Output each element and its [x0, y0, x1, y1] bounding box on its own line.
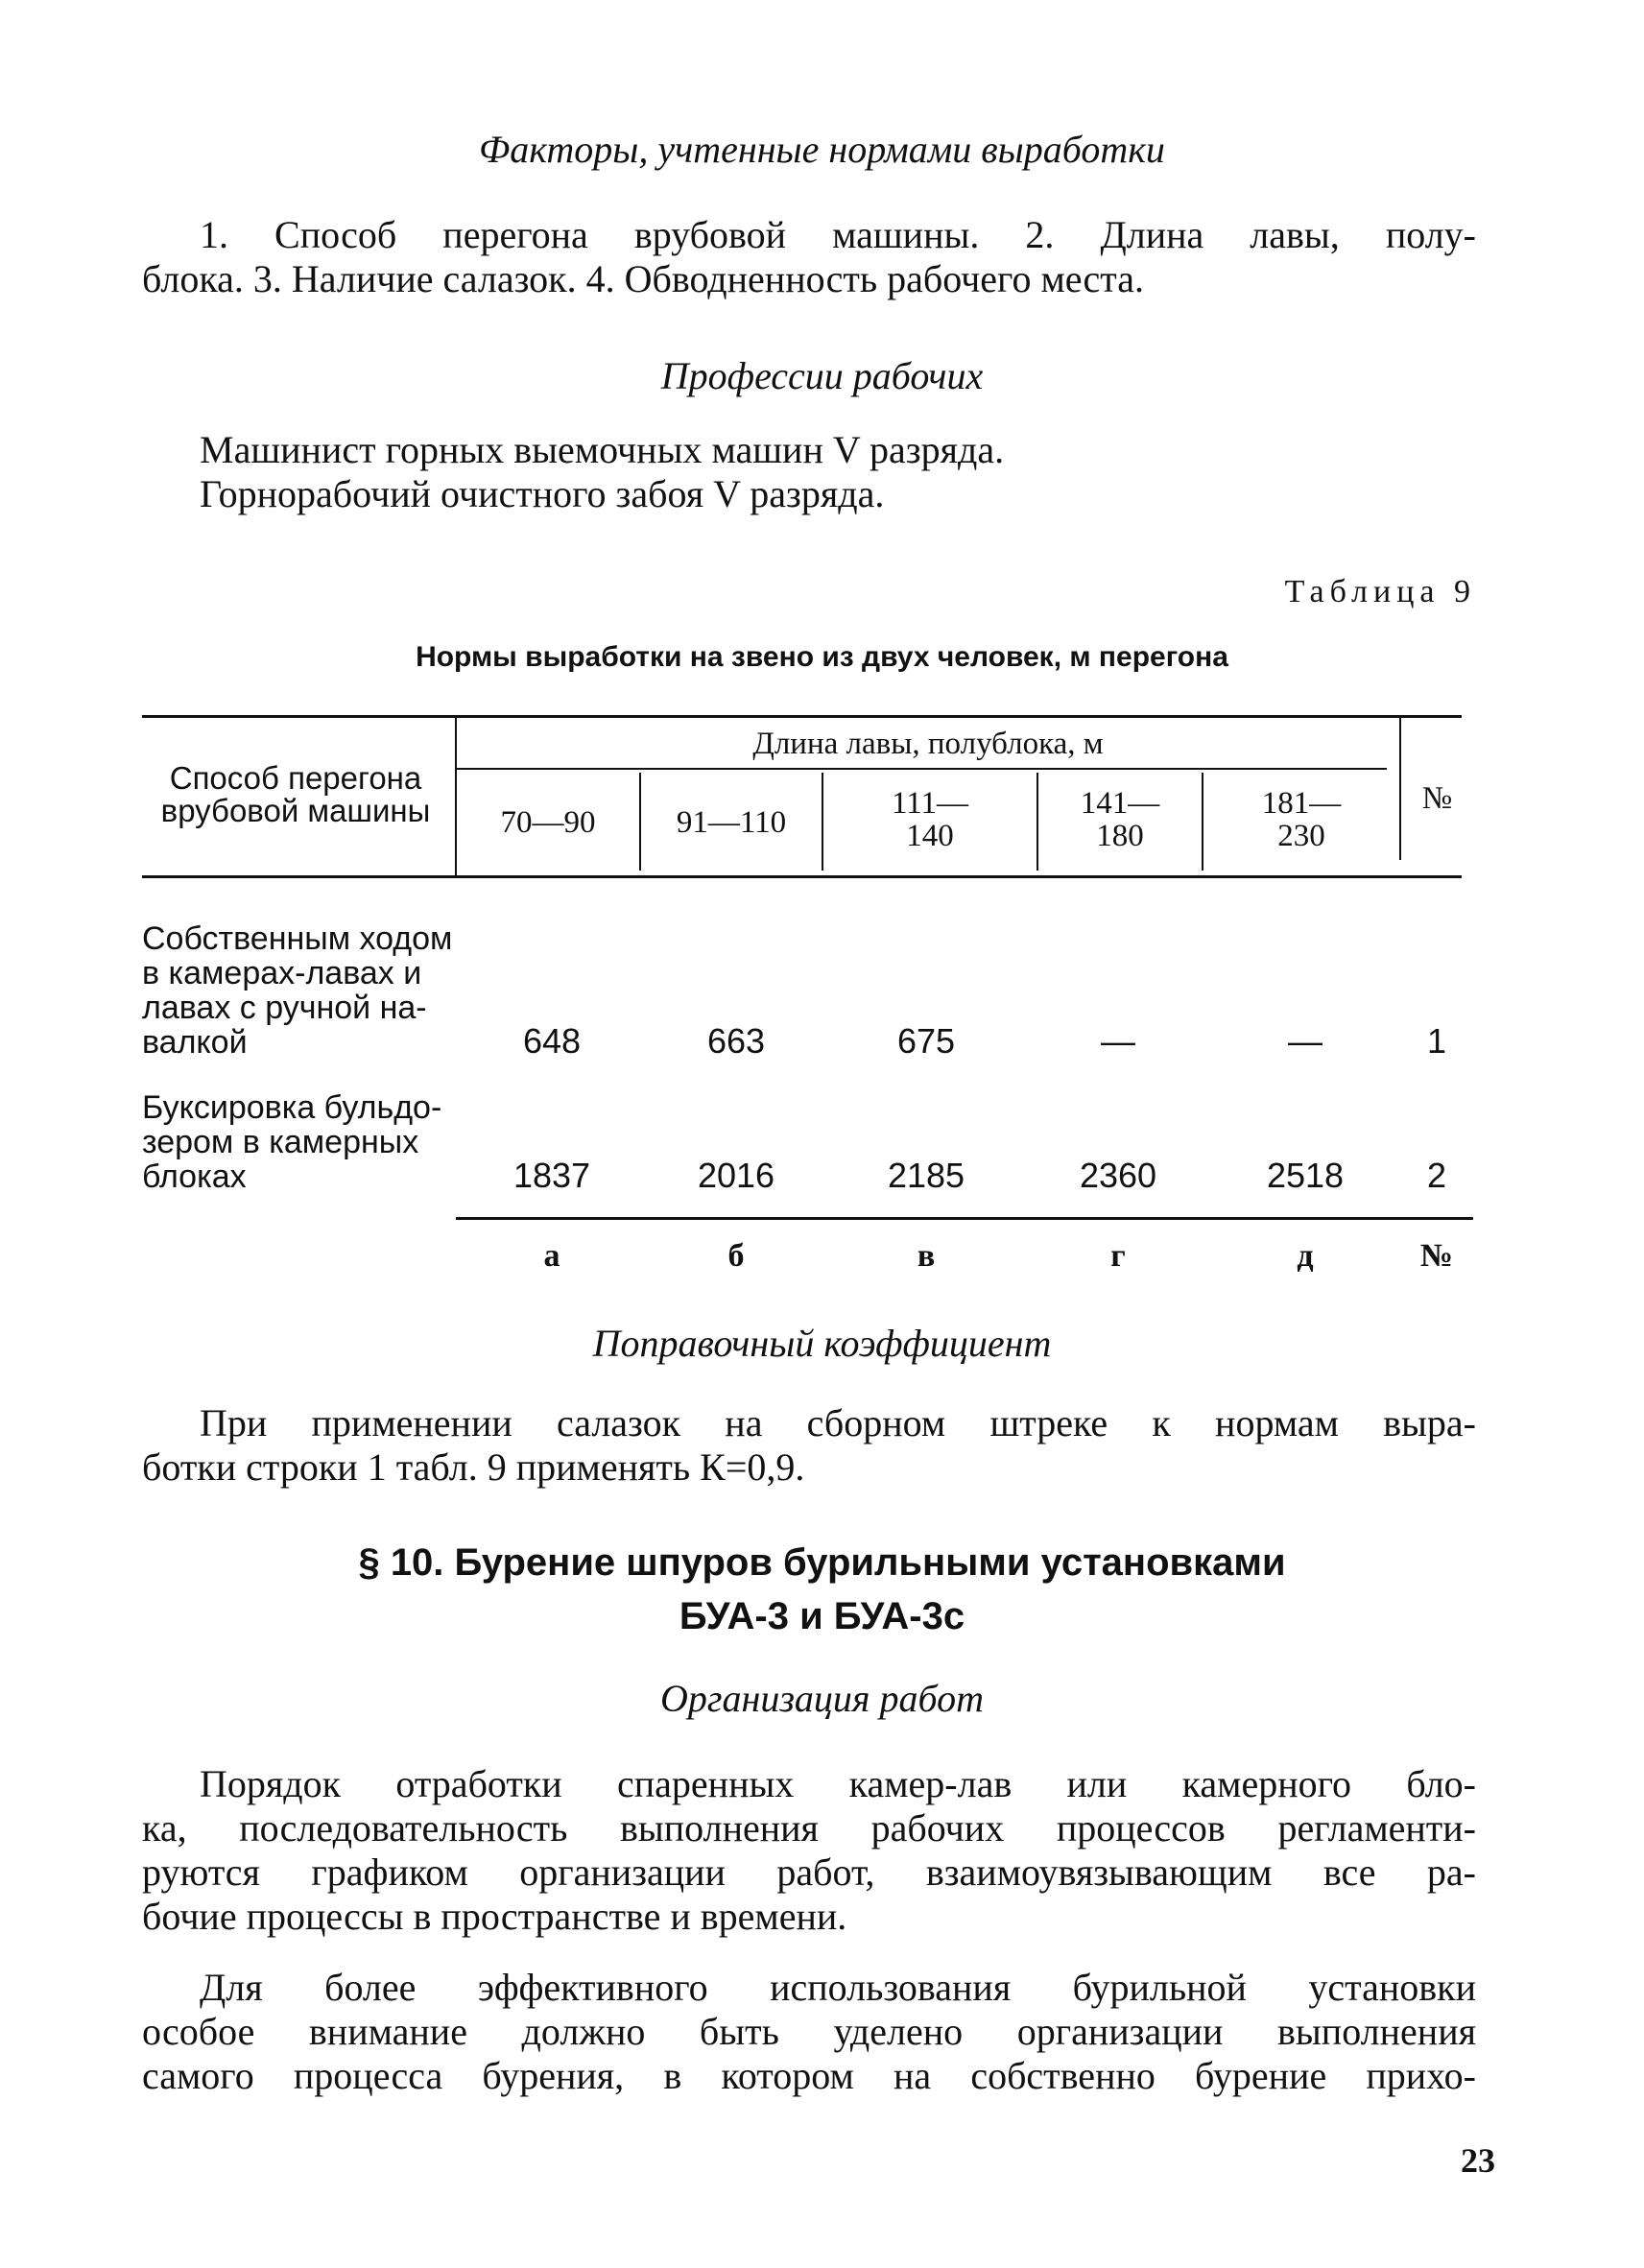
correction-line: ботки строки 1 табл. 9 применять К=0,9.	[142, 1445, 805, 1489]
table-top-rule	[142, 715, 1462, 718]
factors-heading: Факторы, учтенные нормами выработки	[479, 128, 1165, 171]
header-range	[641, 806, 822, 839]
table-caption: Нормы выработки на звено из двух человек, м перегона	[416, 641, 1228, 673]
table-bottom-rule	[456, 1217, 1473, 1220]
page-number: 23	[1461, 2141, 1495, 2180]
header-method-line: врубовой машины	[160, 793, 431, 828]
table-header-rule	[142, 875, 1462, 878]
header-range	[457, 806, 639, 839]
table-cell: 648	[522, 1021, 582, 1061]
table-cell: 2016	[697, 1156, 775, 1195]
table-cell: 663	[706, 1021, 766, 1061]
table-cell-number: 2	[1426, 1156, 1447, 1195]
header-range-line: 180	[1096, 819, 1144, 853]
correction-heading: Поправочный коэффициент	[592, 1322, 1052, 1365]
profession-item: Горнорабочий очистного забоя V разряда.	[200, 472, 885, 515]
header-length-group: Длина лавы, полублока, м	[752, 727, 1104, 761]
table-cell-number: 1	[1426, 1021, 1447, 1061]
organization-paragraph-2	[142, 1966, 1476, 2098]
row-label-line: Собственным ходом	[142, 920, 453, 957]
row-label-line: зером в камерных	[142, 1124, 419, 1160]
profession-item: Машинист горных выемочных машин V разряда.	[200, 428, 1005, 471]
header-range-line: 230	[1277, 819, 1325, 853]
row-label	[142, 921, 468, 1060]
header-range	[823, 787, 1036, 852]
row-label-line: валкой	[142, 1024, 248, 1061]
table-cell: —	[1101, 1021, 1135, 1061]
header-number: №	[1421, 781, 1453, 816]
organization-line: Порядок отработки спаренных камер-лав или камерного бло-	[200, 1762, 1476, 1805]
correction-line: При применении салазок на сборном штреке к нормам выра-	[200, 1401, 1476, 1444]
professions-heading: Профессии рабочих	[660, 354, 984, 397]
table-label: Таблица 9	[1284, 574, 1476, 609]
header-range-line: 181—	[1261, 786, 1342, 821]
organization-heading: Организация работ	[659, 1677, 984, 1720]
header-method	[142, 762, 449, 827]
correction-paragraph	[142, 1401, 1476, 1490]
header-method-line: Способ перегона	[169, 760, 422, 796]
table-group-rule	[456, 768, 1387, 770]
organization-line: самого процесса бурения, в котором на собственно бурение прихо-	[142, 2054, 1476, 2097]
table-cell: 2518	[1266, 1156, 1345, 1195]
column-letter: №	[1419, 1238, 1454, 1274]
row-label-line: лавах с ручной на-	[142, 990, 427, 1026]
section-title-line: § 10. Бурение шпуров бурильными установками	[358, 1541, 1286, 1584]
column-letter: д	[1297, 1238, 1314, 1274]
table-cell: 2360	[1079, 1156, 1157, 1195]
header-range-line: 111—	[891, 786, 969, 821]
table-cell: 2185	[887, 1156, 965, 1195]
professions-list	[200, 428, 1534, 516]
factors-paragraph	[142, 213, 1476, 301]
header-range-line: 91—110	[676, 805, 787, 840]
header-range-line: 141—	[1080, 786, 1160, 821]
column-letter: б	[727, 1238, 745, 1274]
table-cell: 675	[896, 1021, 956, 1061]
organization-line: ка, последовательность выполнения рабочих процессов регламенти-	[142, 1806, 1476, 1850]
header-range	[1203, 787, 1399, 852]
row-label-line: в камерах-лавах и	[142, 955, 422, 991]
header-range	[1038, 787, 1202, 852]
row-label-line: блоках	[142, 1158, 247, 1195]
organization-line: Для более эффективного использования бурильной установки	[200, 1966, 1476, 2009]
column-letter: а	[543, 1238, 560, 1274]
column-letter: г	[1110, 1238, 1126, 1274]
organization-line: особое внимание должно быть уделено организации выполнения	[142, 2010, 1476, 2053]
column-letter: в	[917, 1238, 936, 1274]
row-label	[142, 1090, 468, 1194]
organization-paragraph-1	[142, 1762, 1476, 1939]
section-title-line: БУА-3 и БУА-3с	[679, 1595, 965, 1637]
organization-line: руются графиком организации работ, взаимоувязывающим все ра-	[142, 1850, 1476, 1894]
header-range-line: 140	[906, 819, 954, 853]
table-cell: 1837	[512, 1156, 591, 1195]
header-range-line: 70—90	[500, 805, 596, 840]
factors-line: блока. 3. Наличие салазок. 4. Обводненность рабочего места.	[142, 257, 1144, 300]
table-cell: —	[1288, 1021, 1322, 1061]
row-label-line: Буксировка бульдо-	[142, 1089, 442, 1126]
organization-line: бочие процессы в пространстве и времени.	[142, 1895, 847, 1938]
section-title	[0, 1536, 1644, 1643]
factors-line: 1. Способ перегона врубовой машины. 2. Длина лавы, полу-	[200, 213, 1476, 256]
